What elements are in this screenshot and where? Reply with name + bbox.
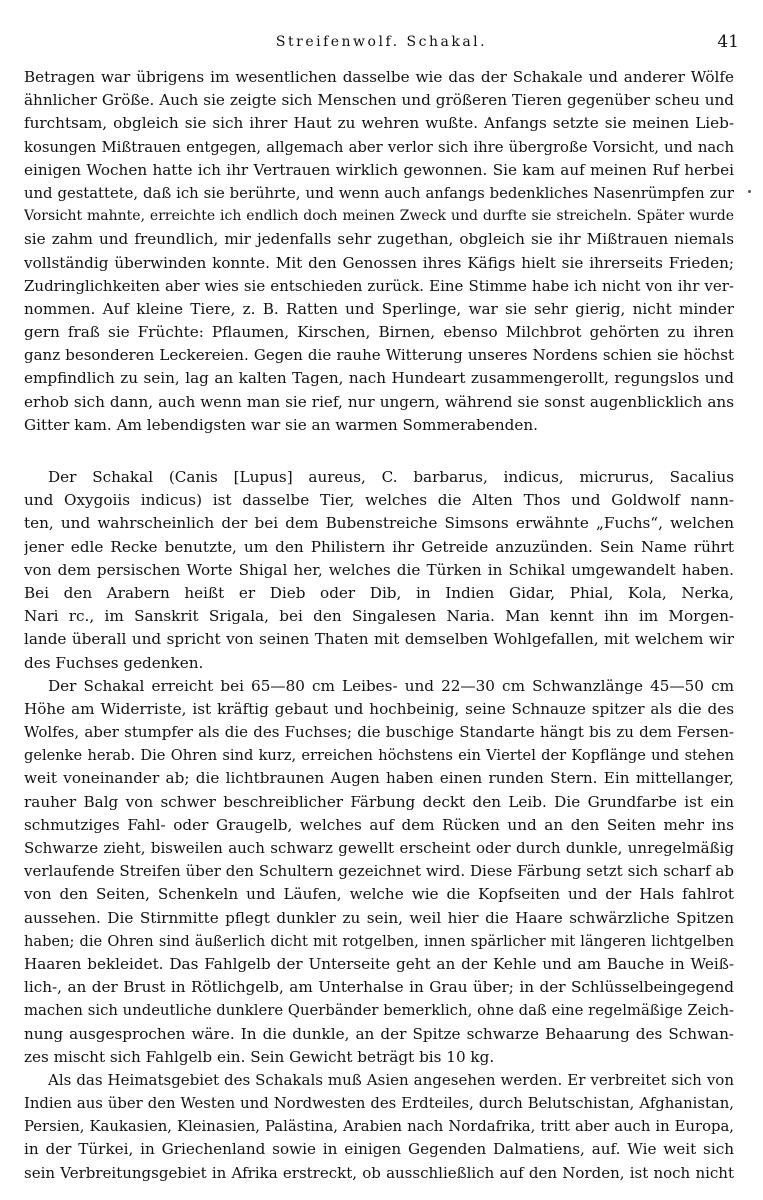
text-line: sie zahm und freundlich, mir jedenfalls sehr zugethan, obgleich sie ihr Mißtrauen niemals [24,230,734,249]
text-line: lich-, an der Brust in Rötlichgelb, am Unterhalse in Grau über; in der Schlüsselbeingegend [24,978,734,997]
text-line: Indien aus über den Westen und Nordwesten des Erdteiles, durch Belutschistan, Afghanistan, [24,1095,734,1113]
text-line: gelenke herab. Die Ohren sind kurz, erreichen höchstens ein Viertel der Kopflänge und stehen [24,747,734,765]
body-text [24,66,734,1185]
text-line: und Oxygoiis indicus) ist dasselbe Tier, welches die Alten Thos und Goldwolf nann- [24,491,734,510]
text-line: verlaufende Streifen über den Schultern gezeichnet wird. Diese Färbung setzt sich scharf ab [24,862,734,881]
running-title: Streifenwolf. Schakal. [275,34,488,50]
text-line: vollständig überwinden konnte. Mit den Genossen ihres Käfigs hielt sie ihrerseits Frieden; [24,253,734,272]
paragraph-gap [24,437,734,466]
text-line: empfindlich zu sein, lag an kalten Tagen, nach Hundeart zusammengerollt, regungslos und [24,369,734,388]
text-line: Schwarze zieht, bisweilen auch schwarz gewellt erscheint oder durch dunkle, unregelmäßig [24,839,734,857]
text-line: Vorsicht mahnte, erreichte ich endlich doch meinen Zweck und durfte sie streicheln. Später wurde [24,208,734,225]
margin-speck [748,190,751,193]
page-number: 41 [717,32,739,52]
text-line: Nari rc., im Sanskrit Srigala, bei den Singalesen Naria. Man kennt ihn im Morgen- [24,607,734,626]
text-line: Haaren bekleidet. Das Fahlgelb der Unterseite geht an der Kehle und am Bauche in Weiß- [24,954,734,973]
text-line: Der Schakal erreicht bei 65—80 cm Leibes- und 22—30 cm Schwanzlänge 45—50 cm [48,676,734,695]
text-line: schmutziges Fahl- oder Graugelb, welches auf dem Rücken und an den Seiten mehr ins [24,815,734,834]
text-line: zes mischt sich Fahlgelb ein. Sein Gewicht beträgt bis 10 kg. [24,1047,495,1066]
text-line: von den Seiten, Schenkeln und Läufen, welche wie die Kopfseiten und der Hals fahlrot [24,885,734,904]
text-line: gern fraß sie Früchte: Pflaumen, Kirschen, Birnen, ebenso Milchbrot gehörten zu ihren [24,323,734,342]
text-line: Betragen war übrigens im wesentlichen dasselbe wie das der Schakale und anderer Wölfe [24,68,734,86]
text-line: furchtsam, obgleich sie sich ihrer Haut zu wehren wußte. Anfangs setzte sie meinen Lieb- [24,114,734,133]
paragraph-p1 [24,66,734,437]
text-line: ten, und wahrscheinlich der bei dem Bubenstreiche Simsons erwähnte „Fuchs“, welchen [24,514,734,533]
text-line: Der Schakal (Canis [Lupus] aureus, C. barbarus, indicus, micrurus, Sacalius [48,468,734,486]
text-line: aussehen. Die Stirnmitte pflegt dunkler zu sein, weil hier die Haare schwärzliche Spitzen [24,908,734,927]
text-line: haben; die Ohren sind äußerlich dicht mit rotgelben, innen spärlicher mit längeren lichtgelben [24,932,734,950]
running-header [0,34,763,56]
text-line: einigen Wochen hatte ich ihr Vertrauen wirklich gewonnen. Sie kam auf meinen Ruf herbei [24,160,734,179]
text-line: Als das Heimatsgebiet des Schakals muß Asien angesehen werden. Er verbreitet sich von [48,1070,734,1089]
text-line: Bei den Arabern heißt er Dieb oder Dib, in Indien Gidar, Phial, Kola, Nerka, [24,583,734,602]
paragraph-p3 [24,675,734,1069]
text-line: Wolfes, aber stumpfer als die des Fuchses; die buschige Standarte hängt bis zu dem Fersen- [24,723,734,742]
text-line: nommen. Auf kleine Tiere, z. B. Ratten und Sperlinge, war sie sehr gierig, nicht minder [24,299,734,318]
text-line: erhob sich dann, auch wenn man sie rief, nur ungern, während sie sonst augenblicklich ans [24,392,734,411]
text-line: nung ausgesprochen wäre. In die dunkle, an der Spitze schwarze Behaarung des Schwan- [24,1024,734,1043]
text-line: machen sich undeutliche dunklere Querbänder bemerklich, ohne daß eine regelmäßige Zeich- [24,1002,734,1020]
paragraph-p2 [24,466,734,675]
text-line: in der Türkei, in Griechenland sowie in einigen Gegenden Dalmatiens, auf. Wie weit sich [24,1140,734,1159]
text-line: rauher Balg von schwer beschreiblicher Färbung deckt den Leib. Die Grundfarbe ist ein [24,792,734,811]
text-line: ähnlicher Größe. Auch sie zeigte sich Menschen und größeren Tieren gegenüber scheu und [24,91,734,110]
text-line: Persien, Kaukasien, Kleinasien, Palästina, Arabien nach Nordafrika, tritt aber auch in Europa, [24,1118,734,1136]
text-line: des Fuchses gedenken. [24,653,204,672]
text-line: kosungen Mißtrauen entgegen, allgemach aber verlor sich ihre übergroße Vorsicht, und nach [24,138,734,156]
text-line: Höhe am Widerriste, ist kräftig gebaut und hochbeinig, seine Schnauze spitzer als die des [24,699,734,718]
paragraph-p4 [24,1069,734,1185]
text-line: Gitter kam. Am lebendigsten war sie an warmen Sommerabenden. [24,415,538,434]
text-line: weit voneinander ab; die lichtbraunen Augen haben einen runden Stern. Ein mittellanger, [24,769,734,788]
text-line: lande überall und spricht von seinen Thaten mit demselben Wohlgefallen, mit welchem wir [24,630,734,649]
text-line: Zudringlichkeiten aber wies sie entschieden zurück. Eine Stimme habe ich nicht von ihr ver- [24,276,734,295]
text-line: jener edle Recke benutzte, um den Philistern ihr Getreide anzuzünden. Sein Name rührt [24,537,734,556]
text-line: ganz besonderen Leckereien. Gegen die rauhe Witterung unseres Nordens schien sie höchst [24,346,734,365]
text-line: von dem persischen Worte Shigal her, welches die Türken in Schikal umgewandelt haben. [24,560,734,579]
text-line: und gestattete, daß ich sie berührte, und wenn auch anfangs bedenkliches Nasenrümpfen zur [24,184,734,202]
text-line: sein Verbreitungsgebiet in Afrika erstreckt, ob ausschließlich auf den Norden, ist noch nicht [24,1163,734,1182]
